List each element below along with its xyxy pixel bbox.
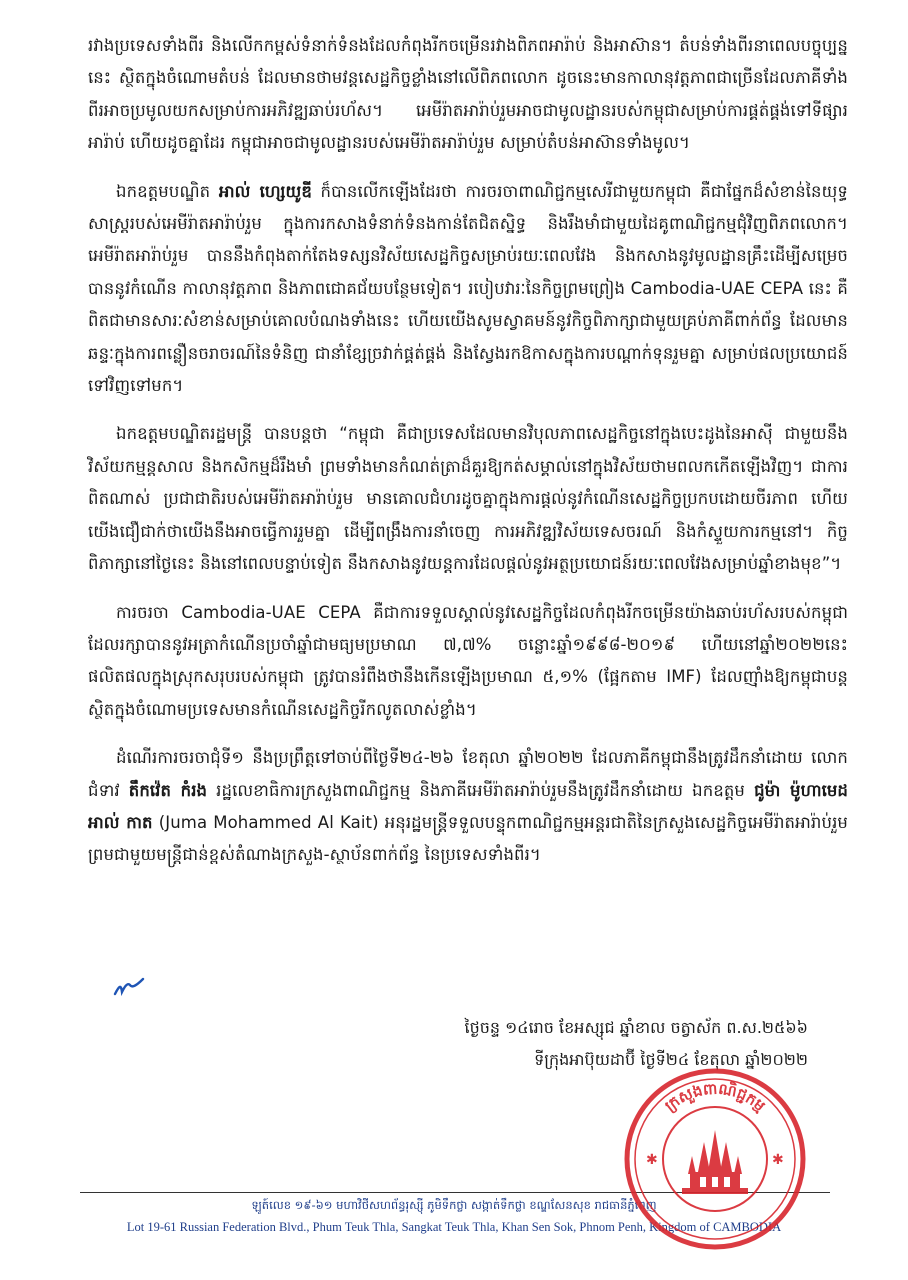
paragraph — [88, 742, 848, 872]
ministry-seal-icon — [620, 1064, 810, 1254]
signature-initial-icon — [112, 976, 146, 1000]
paragraph-text: ក៏បានលើកឡើងដែរថា ការចរចាពាណិជ្ជកម្មសេរីជាមួយកម្ពុជា គឺជាផ្នែកដ៏សំខាន់នៃយុទ្ធសាស្ត្ររបស់អេមីរ៉ាតអារ៉ាប់រួម ក្នុងការកសាងទំនាក់ទំនងកាន់តែជិតស្និទ្ធ និងរឹងមាំជាមួយដៃគូពាណិជ្ជកម្មជុំវិញពិភពលោក។ អេមីរ៉ាតអារ៉ាប់រួម បាននឹងកំពុងតាក់តែងទស្សនវិស័យសេដ្ឋកិច្ចសម្រាប់រយៈពេលវែង និងកសាងនូវមូលដ្ឋានគ្រឹះដើម្បីសម្រេចបាននូវកំណើន កាលានុវត្តភាព និងភាពជោគជ័យបន្ថែមទៀត។ របៀបវារៈនៃកិច្ចព្រមព្រៀង Cambodia-UAE CEPA នេះ គឺពិតជាមានសារៈសំខាន់សម្រាប់គោលបំណងទាំងនេះ ហើយយើងសូមស្វាគមន៍នូវកិច្ចពិភាក្សាជាមួយគ្រប់ភាគីពាក់ព័ន្ធ ដែលមានឆន្ទៈក្នុងការពន្លឿនចរាចរណ៍នៃទំនិញ ជានាំខ្សែច្រវាក់ផ្គត់ផ្គង់ និងស្វែងរកឱកាសក្នុងការបណ្តាក់ទុនរួមគ្នា សម្រាប់ផលប្រយោជន៍ទៅវិញទៅមក។ — [88, 181, 849, 396]
date-place: ទីក្រុងអាប៊ុយដាប៊ី ថ្ងៃទី២៤ ខែតុលា ឆ្នាំ២០២២ — [534, 1050, 808, 1069]
svg-text:✱: ✱ — [646, 1152, 658, 1168]
svg-text:✱: ✱ — [772, 1152, 784, 1168]
body-text — [88, 30, 848, 888]
date-lunar: ថ្ងៃចន្ទ ១៤រោច ខែអស្សុជ ឆ្នាំខាល ចត្វាស័ក ព.ស.២៥៦៦ — [464, 1018, 808, 1037]
bold-name-text: ជូម៉ា ម៉ូហាមេដ អាល់ កាត — [88, 780, 849, 832]
paragraph — [88, 418, 848, 580]
paragraph-text: ការចរចា Cambodia-UAE CEPA គឺជាការទទួលស្គាល់នូវសេដ្ឋកិច្ចដែលកំពុងរីកចម្រើនយ៉ាងឆាប់រហ័សរបស់កម្ពុជាដែលរក្សាបាននូវអត្រាកំណើនប្រចាំឆ្នាំជាមធ្យមប្រមាណ ៧,៧% ចន្លោះឆ្នាំ១៩៩៨-២០១៩ ហើយនៅឆ្នាំ២០២២នេះ ផលិតផលក្នុងស្រុកសរុបរបស់កម្ពុជា ត្រូវបានរំពឹងថានឹងកើនឡើងប្រមាណ ៥,១% (ផ្អែកតាម IMF) ដែលញ៉ាំងឱ្យកម្ពុជាបន្តស្ថិតក្នុងចំណោមប្រទេសមានកំណើនសេដ្ឋកិច្ចរីកលូតលាស់ខ្លាំង។ — [88, 602, 848, 719]
paragraph — [88, 30, 848, 160]
paragraph-text: រវាងប្រទេសទាំងពីរ និងលើកកម្ពស់ទំនាក់ទំនងដែលកំពុងរីកចម្រើនរវាងពិភពអារ៉ាប់ និងអាស៊ាន។ តំបន់ទាំងពីរនាពេលបច្ចុប្បន្ននេះ ស្ថិតក្នុងចំណោមតំបន់ ដែលមានថាមវន្តសេដ្ឋកិច្ចខ្លាំងនៅលើពិភពលោក ដូចនេះមានកាលានុវត្តភាពជាច្រើនដែលភាគីទាំងពីរអាចប្រមូលយកសម្រាប់ការអភិវឌ្ឍឆាប់រហ័ស។ អេមីរ៉ាតអារ៉ាប់រួមអាចជាមូលដ្ឋានរបស់កម្ពុជាសម្រាប់ការផ្គត់ផ្គង់ទៅទីផ្សារអារ៉ាប់ ហើយដូចគ្នាដែរ កម្ពុជាអាចជាមូលដ្ឋានរបស់អេមីរ៉ាតអារ៉ាប់រួម សម្រាប់តំបន់អាស៊ានទាំងមូល។ — [88, 36, 848, 153]
bold-name-text: តឹកវ៉េត កំរង — [128, 780, 208, 800]
paragraph-text: ដំណើរការចរចាជុំទី១ នឹងប្រព្រឹត្តទៅចាប់ពីថ្ងៃទី២៤-២៦ ខែតុលា ឆ្នាំ២០២២ ដែលភាគីកម្ពុជានឹងត្រូវដឹកនាំដោយ លោកជំទាវ — [88, 748, 848, 800]
bold-name-text: អាល់ ហ្សេយូឌី — [218, 181, 312, 201]
paragraph-text: (Juma Mohammed Al Kait) អនុរដ្ឋមន្ត្រីទទួលបន្ទុកពាណិជ្ជកម្មអន្តរជាតិនៃក្រសួងសេដ្ឋកិច្ចអេមីរ៉ាតអារ៉ាប់រួម ព្រមជាមួយមន្ត្រីជាន់ខ្ពស់តំណាងក្រសួង-ស្ថាប័នពាក់ព័ន្ធ នៃប្រទេសទាំងពីរ។ — [88, 812, 848, 865]
paragraph — [88, 176, 848, 403]
footer-address-en: Lot 19-61 Russian Federation Blvd., Phum Teuk Thla, Sangkat Teuk Thla, Khan Sen Sok, Phnom Penh, Kingdom of CAMBODIA — [126, 1220, 782, 1234]
paragraph-text: ឯកឧត្តមបណ្ឌិតរដ្ឋមន្ត្រី បានបន្តថា “កម្ពុជា គឺជាប្រទេសដែលមានវិបុលភាពសេដ្ឋកិច្ចនៅក្នុងបេះដូងនៃអាស៊ី ជាមួយនឹងវិស័យកម្មន្តសាល និងកសិកម្មដ៏រឹងមាំ ព្រមទាំងមានកំណត់ត្រាដ៏គួរឱ្យកត់សម្គាល់នៅក្នុងវិស័យថាមពលកកើតឡើងវិញ។ ជាការពិតណាស់ ប្រជាជាតិរបស់អេមីរ៉ាតអារ៉ាប់រួម មានគោលជំហរដូចគ្នាក្នុងការផ្តល់នូវកំណើនសេដ្ឋកិច្ចប្រកបដោយចីរភាព ហើយយើងជឿជាក់ថាយើងនឹងអាចធ្វើការរួមគ្នា ដើម្បីពង្រឹងការនាំចេញ ការអភិវឌ្ឍវិស័យទេសចរណ៍ និងកំស្ទួយការកម្មនៅ។ កិច្ចពិភាក្សានៅថ្ងៃនេះ និងនៅពេលបន្ទាប់ទៀត នឹងកសាងនូវយន្តការដែលផ្តល់នូវអត្ថប្រយោជន៍រយៈពេលវែងសម្រាប់ឆ្នាំខាងមុខ”។ — [88, 424, 848, 574]
footer-address-km: ឡូត៍លេខ ១៩-៦១ មហាវិថីសហព័ន្ធរុស្ស៊ី ភូមិទឹកថ្លា សង្កាត់ទឹកថ្លា ខណ្ឌសែនសុខ រាជធានីភ្នំពេញ — [251, 1198, 657, 1212]
svg-text:ក្រសួងពាណិជ្ជកម្ម: ក្រសួងពាណិជ្ជកម្ម — [661, 1079, 769, 1115]
paragraph — [88, 597, 848, 727]
paragraph-text: ឯកឧត្តមបណ្ឌិត — [116, 181, 219, 201]
paragraph-text: រដ្ឋលេខាធិការក្រសួងពាណិជ្ជកម្ម និងភាគីអេមីរ៉ាតអារ៉ាប់រួមនឹងត្រូវដឹកនាំដោយ ឯកឧត្តម — [207, 780, 755, 800]
